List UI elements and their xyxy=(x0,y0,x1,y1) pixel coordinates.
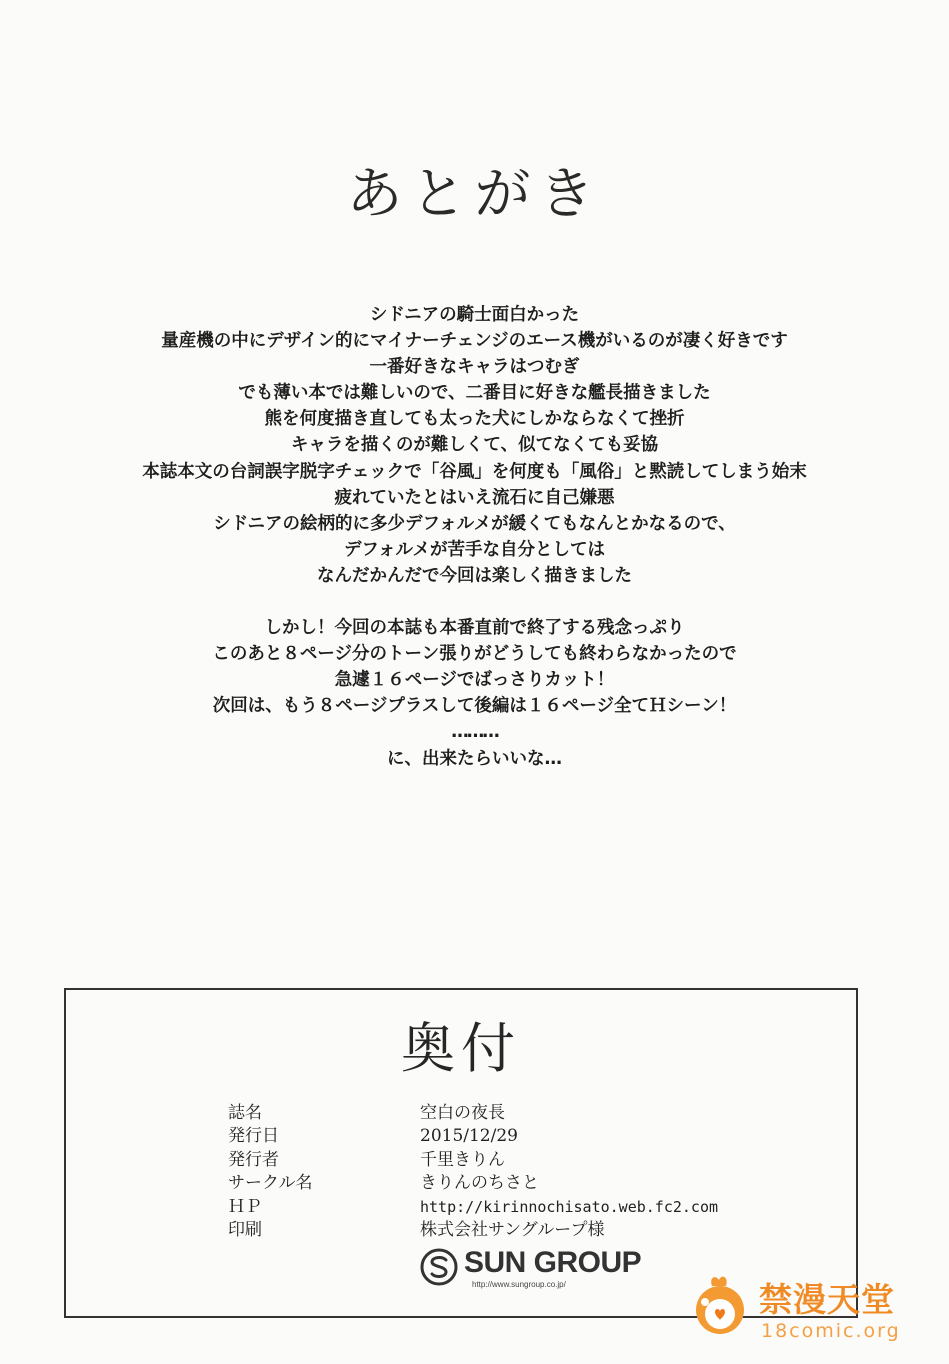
afterword-line: なんだかんだで今回は楽しく描きました xyxy=(317,565,632,586)
sun-group-mark-icon xyxy=(420,1248,458,1286)
afterword-line: シドニアの絵柄的に多少デフォルメが緩くてもなんとかなるので、 xyxy=(213,513,736,534)
info-row-title xyxy=(228,1102,718,1125)
afterword-line: 次回は、もう８ページプラスして後編は１６ページ全てＨシーン！ xyxy=(212,696,737,717)
watermark-domain: 18comic.org xyxy=(761,1320,901,1342)
afterword-ellipsis-line: ……… xyxy=(451,722,498,743)
sun-group-logo xyxy=(420,1244,640,1294)
afterword-line: 量産機の中にデザイン的にマイナーチェンジのエース機がいるのが凄く好きです xyxy=(161,331,788,352)
afterword-line: でも薄い本では難しいので、二番目に好きな艦長描きました xyxy=(238,383,711,404)
info-row-circle xyxy=(228,1172,718,1195)
afterword-text xyxy=(60,302,889,772)
info-value: 株式会社サングループ様 xyxy=(420,1219,605,1240)
colophon-title: 奥付 xyxy=(401,1017,521,1080)
info-label: 発行日 xyxy=(228,1126,279,1147)
afterword-line: シドニアの騎士面白かった xyxy=(369,305,580,325)
info-value: 2015/12/29 xyxy=(420,1126,518,1147)
info-label: ＨＰ xyxy=(228,1196,262,1217)
watermark-name: 禁漫天堂 xyxy=(759,1280,895,1319)
sun-group-name: SUN GROUP xyxy=(464,1246,642,1279)
afterword-line: デフォルメが苦手な自分としては xyxy=(343,539,606,560)
homepage-link[interactable]: http://kirinnochisato.web.fc2.com xyxy=(420,1197,719,1216)
watermark xyxy=(691,1270,921,1350)
afterword-line: キャラを描くのが難しくて、似てなくても妥協 xyxy=(290,435,659,456)
mascot-icon xyxy=(691,1272,749,1340)
info-value: 空白の夜長 xyxy=(420,1103,505,1123)
afterword-line: に、出来たらいいな… xyxy=(387,748,562,769)
info-label: サークル名 xyxy=(228,1173,313,1194)
afterword-line: 疲れていたとはいえ流石に自己嫌悪 xyxy=(334,487,615,508)
info-row-publisher xyxy=(228,1149,718,1172)
info-label: 印刷 xyxy=(228,1219,262,1240)
info-row-printer xyxy=(228,1219,718,1242)
afterword-line: 一番好きなキャラはつむぎ xyxy=(369,357,580,378)
page-title: あとがき xyxy=(346,162,603,227)
info-value: 千里きりん xyxy=(420,1149,505,1170)
info-label: 発行者 xyxy=(228,1149,279,1170)
colophon-info-table xyxy=(228,1102,718,1242)
afterword-line: しかし！今回の本誌も本番直前で終了する残念っぷり xyxy=(264,618,685,639)
afterword-line: 本誌本文の台詞誤字脱字チェックで「谷風」を何度も「風俗」と黙読してしまう始末 xyxy=(142,461,807,482)
info-label: 誌名 xyxy=(228,1103,262,1123)
info-row-homepage xyxy=(228,1196,718,1219)
afterword-line: 熊を何度描き直しても太った犬にしかならなくて挫折 xyxy=(264,409,685,430)
paragraph-gap xyxy=(60,589,889,615)
afterword-line: 急遽１６ページでばっさりカット！ xyxy=(334,670,615,691)
info-row-date xyxy=(228,1125,718,1148)
sun-group-url: http://www.sungroup.co.jp/ xyxy=(472,1280,566,1289)
afterword-line: このあと８ページ分のトーン張りがどうしても終わらなかったので xyxy=(212,644,737,665)
colophon-box xyxy=(64,988,858,1318)
info-value: きりんのちさと xyxy=(420,1173,539,1194)
